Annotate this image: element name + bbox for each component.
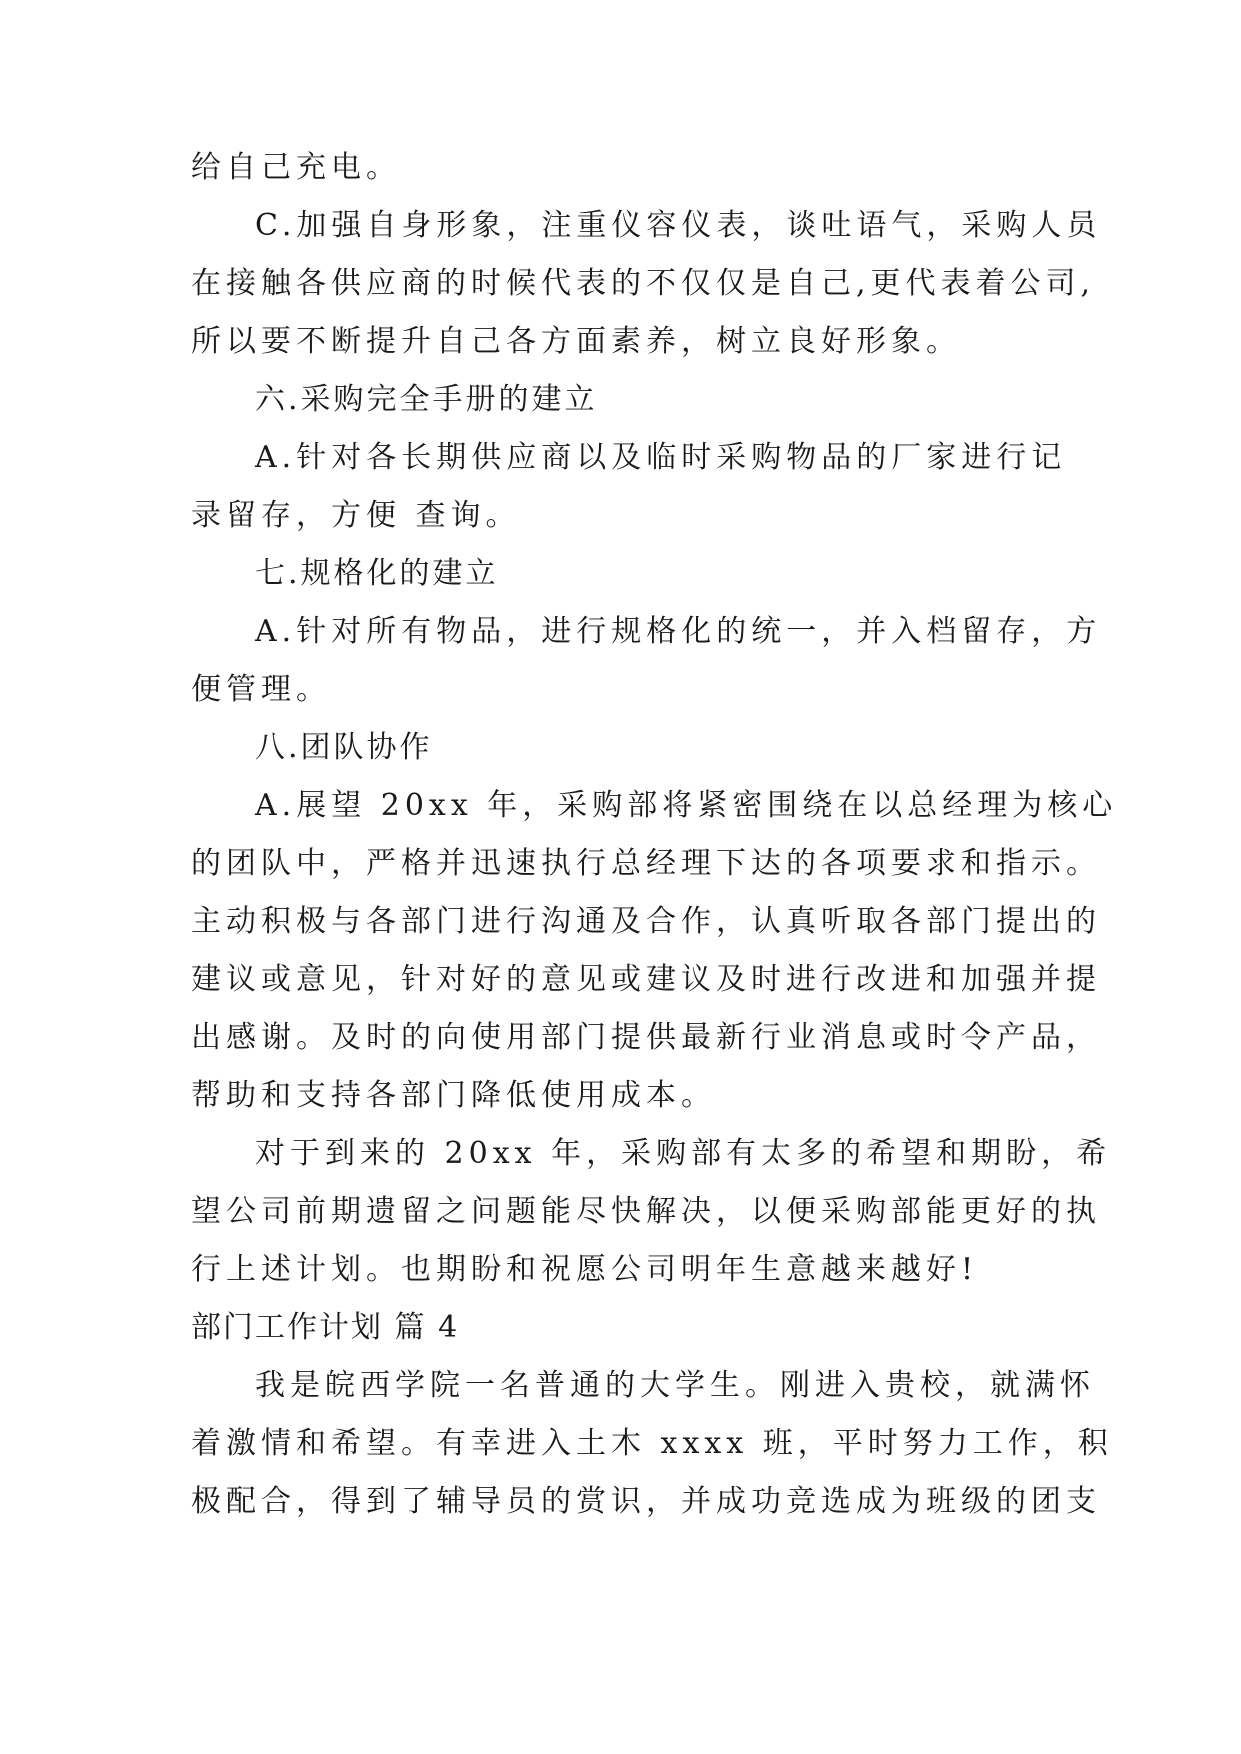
text-line: 录留存，方便 查询。 bbox=[191, 498, 521, 533]
text-line: 所以要不断提升自己各方面素养，树立良好形象。 bbox=[191, 324, 961, 359]
paragraph-c-start: C.加强自身形象，注重仪容仪表，谈吐语气，采购人员 bbox=[255, 208, 1102, 243]
paragraph-start: 对于到来的 20xx 年，采购部有太多的希望和期盼，希 bbox=[255, 1136, 1112, 1171]
text-line: 建议或意见，针对好的意见或建议及时进行改进和加强并提 bbox=[191, 962, 1101, 997]
text-line: 望公司前期遗留之问题能尽快解决，以便采购部能更好的执 bbox=[191, 1194, 1101, 1229]
paragraph-a-start: A.针对各长期供应商以及临时采购物品的厂家进行记 bbox=[255, 440, 1067, 475]
section-heading-6: 六.采购完全手册的建立 bbox=[255, 382, 598, 417]
text-line: 的团队中，严格并迅速执行总经理下达的各项要求和指示。 bbox=[191, 846, 1101, 881]
text-line: 出感谢。及时的向使用部门提供最新行业消息或时令产品， bbox=[191, 1020, 1101, 1055]
text-line: 着激情和希望。有幸进入土木 xxxx 班，平时努力工作，积 bbox=[191, 1426, 1113, 1461]
text-line: 给自己充电。 bbox=[191, 150, 401, 185]
text-line: 在接触各供应商的时候代表的不仅仅是自己,更代表着公司, bbox=[191, 266, 1096, 301]
text-line: 便管理。 bbox=[191, 672, 331, 707]
article-title: 部门工作计划 篇 4 bbox=[191, 1310, 460, 1345]
section-heading-8: 八.团队协作 bbox=[255, 730, 433, 765]
text-line: 行上述计划。也期盼和祝愿公司明年生意越来越好! bbox=[191, 1252, 979, 1287]
text-line: 帮助和支持各部门降低使用成本。 bbox=[191, 1078, 716, 1113]
paragraph-a-start: A.针对所有物品，进行规格化的统一，并入档留存，方 bbox=[255, 614, 1102, 649]
text-line: 主动积极与各部门进行沟通及合作，认真听取各部门提出的 bbox=[191, 904, 1101, 939]
text-line: 极配合，得到了辅导员的赏识，并成功竞选成为班级的团支 bbox=[191, 1484, 1101, 1519]
paragraph-a-start: A.展望 20xx 年，采购部将紧密围绕在以总经理为核心 bbox=[255, 788, 1118, 823]
section-heading-7: 七.规格化的建立 bbox=[255, 556, 499, 591]
paragraph-start: 我是皖西学院一名普通的大学生。刚进入贵校，就满怀 bbox=[255, 1368, 1095, 1403]
